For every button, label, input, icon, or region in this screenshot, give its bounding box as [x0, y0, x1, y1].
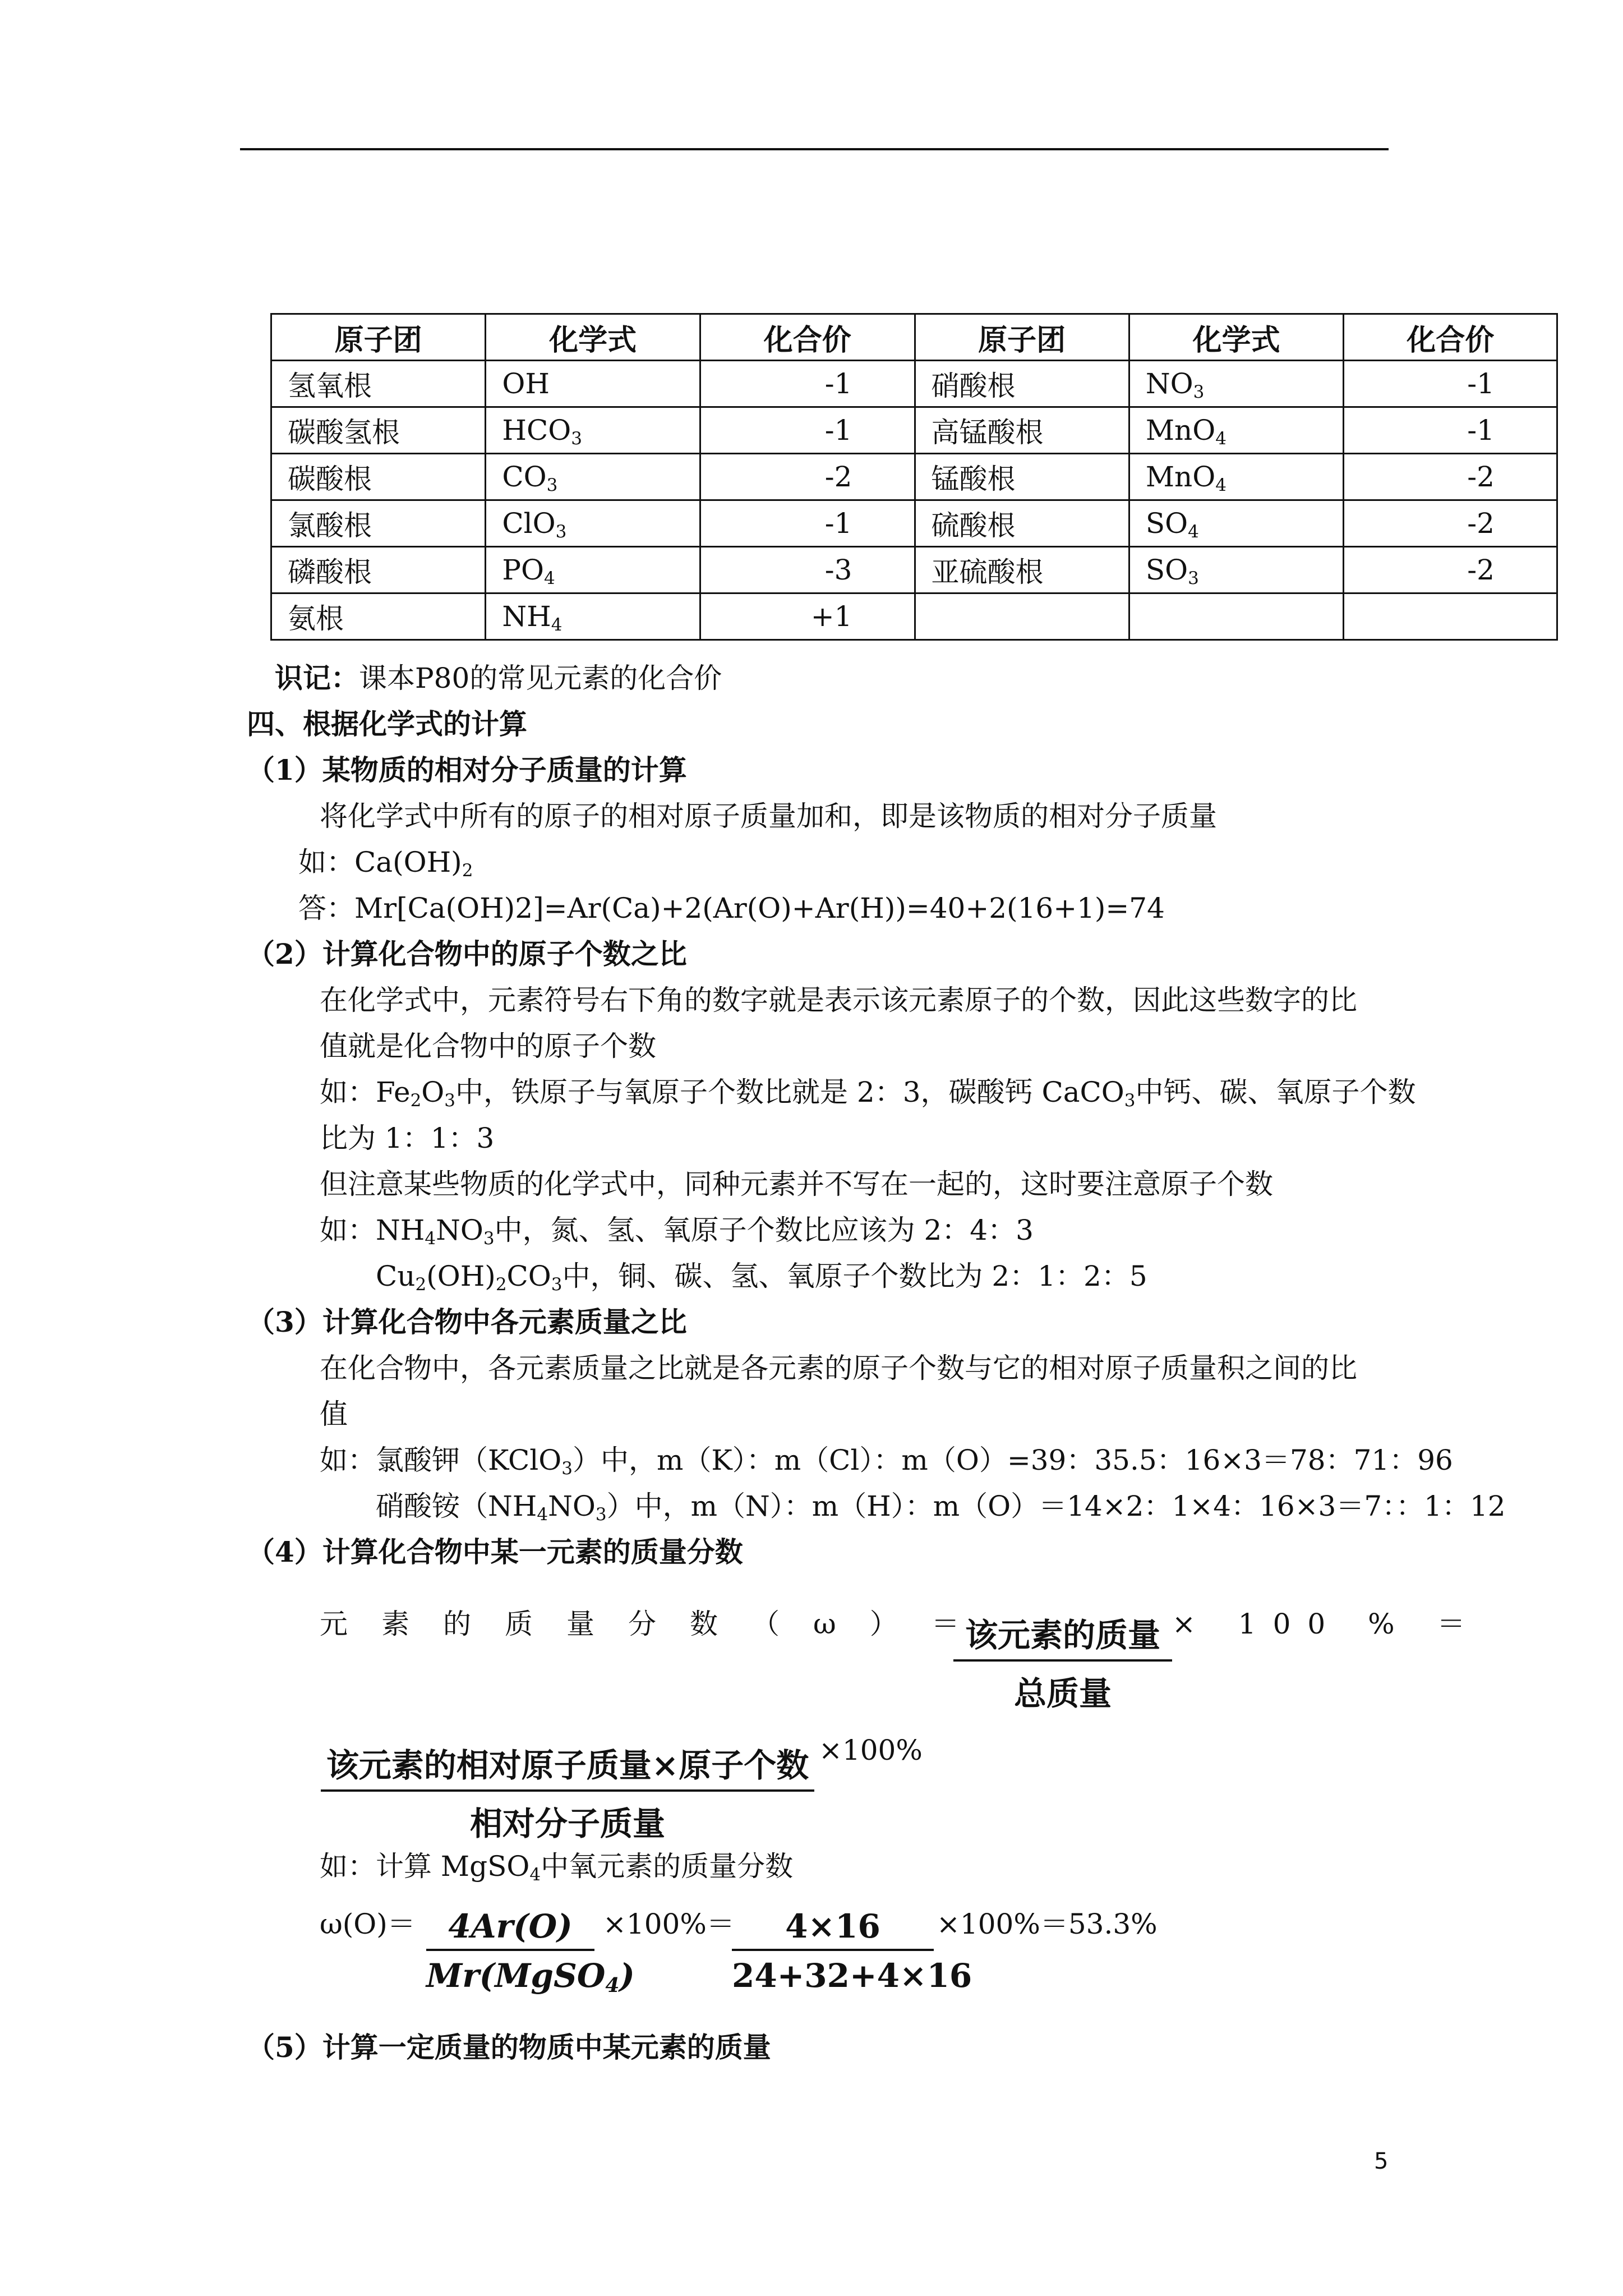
header-radical: 原子团: [915, 314, 1129, 361]
radical-formula: ClO$_3$: [486, 500, 700, 547]
radical-valence: -2: [700, 454, 915, 500]
subsection-1-title: （1）某物质的相对分子质量的计算: [247, 753, 687, 786]
times-100-percent-equals-2: ×100%＝: [603, 1908, 735, 1940]
subsection-2-example-1: 如：$Fe_2O_3$中，铁原子与氧原子个数比就是 2：3，碳酸钙 CaCO$_3$中钙、碳、氧原子个数: [320, 1076, 1416, 1111]
radical-name: 氢氧根: [271, 361, 486, 407]
table-row: [271, 500, 1557, 547]
header-formula: 化学式: [1129, 314, 1344, 361]
subsection-4-title: （4）计算化合物中某一元素的质量分数: [247, 1535, 743, 1568]
radical-formula: MnO$_4$: [1129, 407, 1344, 454]
radical-name: 碳酸根: [271, 454, 486, 500]
table-header-row: [271, 314, 1557, 361]
subsection-3-desc-1: 在化合物中，各元素质量之比就是各元素的原子个数与它的相对原子质量积之间的比: [320, 1352, 1357, 1384]
radical-valence: -2: [1344, 454, 1557, 500]
radical-name: 氯酸根: [271, 500, 486, 547]
header-valence: 化合价: [1344, 314, 1557, 361]
radical-name: 碳酸氢根: [271, 407, 486, 454]
radical-valence: -3: [700, 547, 915, 593]
radical-valence: -1: [1344, 407, 1557, 454]
mass-fraction-result: ×100%＝53.3%: [937, 1908, 1158, 1940]
fraction-element-mass-over-total: 该元素的质量 总质量: [953, 1609, 1172, 1714]
subsection-1-example: 如：$Ca(OH)_2$: [298, 846, 473, 881]
fraction-4ar-o-over-mr-mgso4: 4Ar(O) Mr(MgSO$_4$): [426, 1907, 635, 1997]
subsection-2-desc-2: 值就是化合物中的原子个数: [320, 1030, 656, 1062]
table-row: [271, 361, 1557, 407]
times-100-percent-equals: × 100 % ＝: [1172, 1608, 1482, 1640]
radical-valence-table: [270, 313, 1558, 641]
subsection-3-example-1: 如：氯酸钾（KClO$_3$）中，m（K）：m（Cl）：m（O）=39：35.5：16×3＝78：71：96: [320, 1444, 1453, 1479]
section-4-title: 四、根据化学式的计算: [247, 707, 527, 740]
radical-formula: $NO_3$: [1129, 361, 1344, 407]
radical-formula: $PO_4$: [486, 547, 700, 593]
subsection-2-example-3: $Cu_2(OH)_2CO_3$中，铜、碳、氢、氧原子个数比为 2：1：2：5: [376, 1260, 1147, 1295]
radical-valence: -1: [700, 361, 915, 407]
table-row: [271, 593, 1557, 640]
subsection-1-answer: 答：Mr[Ca(OH)2]=Ar(Ca)+2(Ar(O)+Ar(H))=40+2(16+1)=74: [298, 892, 1165, 924]
radical-formula: [1129, 593, 1344, 640]
radical-valence: -1: [700, 407, 915, 454]
fraction-4x16-over-sum: $\frac{4\times 16}{24+32+4\times 16}$: [732, 1907, 972, 1995]
radical-valence: +1: [700, 593, 915, 640]
header-rule: [240, 148, 1389, 150]
memo-line: [275, 659, 722, 698]
radical-name: 硝酸根: [915, 361, 1129, 407]
subsection-5-title: （5）计算一定质量的物质中某元素的质量: [247, 2031, 771, 2064]
radical-formula: $HCO_3$: [486, 407, 700, 454]
radical-valence: [1344, 593, 1557, 640]
radical-name: 高锰酸根: [915, 407, 1129, 454]
radical-valence: -2: [1344, 547, 1557, 593]
page-number: 5: [1374, 2148, 1389, 2174]
radical-formula: MnO$_4$: [1129, 454, 1344, 500]
times-100-percent: ×100%: [819, 1734, 923, 1766]
radical-formula: $NH_4$: [486, 593, 700, 640]
table-row: [271, 454, 1557, 500]
radical-formula: OH: [486, 361, 700, 407]
radical-valence: -1: [700, 500, 915, 547]
radical-name: 亚硫酸根: [915, 547, 1129, 593]
memo-label: 识记：: [275, 661, 359, 694]
radical-name: 磷酸根: [271, 547, 486, 593]
subsection-2-title: （2）计算化合物中的原子个数之比: [247, 937, 687, 970]
radical-name: [915, 593, 1129, 640]
radical-formula: $CO_3$: [486, 454, 700, 500]
header-formula: 化学式: [486, 314, 700, 361]
subsection-1-desc: 将化学式中所有的原子的相对原子质量加和，即是该物质的相对分子质量: [320, 800, 1217, 832]
fraction-atomic-mass-over-molecular-mass: 该元素的相对原子质量×原子个数 相对分子质量: [321, 1739, 814, 1844]
subsection-2-note: 但注意某些物质的化学式中，同种元素并不写在一起的，这时要注意原子个数: [320, 1168, 1273, 1200]
subsection-2-example-1-cont: 比为 1：1：3: [320, 1122, 495, 1154]
subsection-3-example-2: 硝酸铵$(NH_4NO_3)$中，m（N）：m（H）：m（O）＝14×2：1×4：16×3＝7：：1：12: [376, 1490, 1506, 1525]
table-row: [271, 547, 1557, 593]
omega-o-label: ω(O)＝: [320, 1908, 416, 1940]
subsection-2-desc-1: 在化学式中，元素符号右下角的数字就是表示该元素原子的个数，因此这些数字的比: [320, 984, 1357, 1016]
header-radical: 原子团: [271, 314, 486, 361]
mgso4-example-line: 如：计算 MgSO$_4$中氧元素的质量分数: [320, 1850, 794, 1885]
subsection-2-example-2: 如：$NH_4NO_3$中，氮、氢、氧原子个数比应该为 2：4：3: [320, 1214, 1034, 1249]
header-valence: 化合价: [700, 314, 915, 361]
radical-name: 氨根: [271, 593, 486, 640]
radical-name: 硫酸根: [915, 500, 1129, 547]
radical-formula: $SO_3$: [1129, 547, 1344, 593]
mass-fraction-formula-lead: 元素的质量分数（ω）＝: [320, 1608, 993, 1640]
radical-name: 锰酸根: [915, 454, 1129, 500]
radical-valence: -2: [1344, 500, 1557, 547]
radical-formula: $SO_4$: [1129, 500, 1344, 547]
subsection-3-title: （3）计算化合物中各元素质量之比: [247, 1305, 687, 1338]
table-row: [271, 407, 1557, 454]
radical-valence: -1: [1344, 361, 1557, 407]
subsection-3-desc-2: 值: [320, 1398, 348, 1430]
memo-text: 课本P80的常见元素的化合价: [359, 662, 722, 694]
